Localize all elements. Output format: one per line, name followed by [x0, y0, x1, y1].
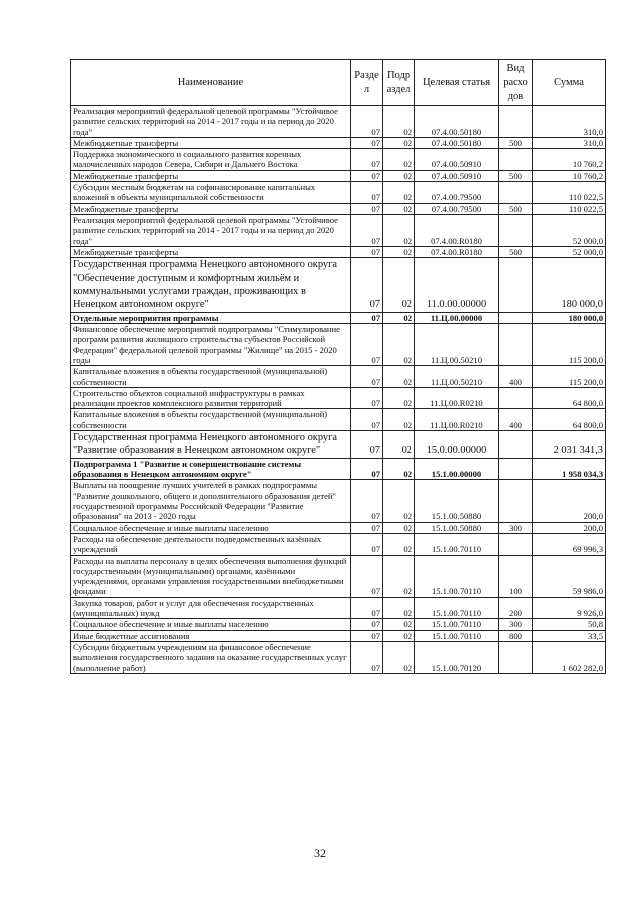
cell-summa: 110 022,5 — [533, 182, 606, 204]
cell-podrazdel: 02 — [383, 533, 415, 555]
table-row — [71, 555, 606, 597]
table-row — [71, 214, 606, 246]
cell-vid: 500 — [499, 170, 533, 181]
table-row — [71, 409, 606, 431]
cell-statya: 07.4.00.50910 — [415, 149, 499, 171]
cell-vid: 400 — [499, 366, 533, 388]
cell-razdel: 07 — [351, 246, 383, 257]
cell-name: Межбюджетные трансферты — [71, 170, 351, 181]
cell-name: Капитальные вложения в объекты государственной (муниципальной) собственности — [71, 366, 351, 388]
cell-statya: 15.1.00.50880 — [415, 480, 499, 522]
col-header-razdel: Разде л — [351, 60, 383, 106]
cell-razdel: 07 — [351, 522, 383, 533]
cell-razdel: 07 — [351, 203, 383, 214]
cell-podrazdel: 02 — [383, 106, 415, 138]
cell-podrazdel: 02 — [383, 641, 415, 673]
cell-name: Расходы на выплаты персоналу в целях обеспечения выполнения функций государственными (муниципальными) органами, казёнными учреждениями, органами управления государственными внебюджетными фондами — [71, 555, 351, 597]
cell-statya: 11.Ц.00.R0210 — [415, 387, 499, 409]
cell-summa: 180 000,0 — [533, 258, 606, 313]
col-header-name: Наименование — [71, 60, 351, 106]
cell-name: Субсидии местным бюджетам на софинансирование капитальных вложений в объекты муниципальной собственности — [71, 182, 351, 204]
cell-summa: 52 000,0 — [533, 214, 606, 246]
cell-vid: 500 — [499, 203, 533, 214]
table-row — [71, 619, 606, 630]
cell-summa: 10 760,2 — [533, 149, 606, 171]
cell-vid: 400 — [499, 409, 533, 431]
cell-vid — [499, 106, 533, 138]
cell-summa: 200,0 — [533, 522, 606, 533]
table-row — [71, 246, 606, 257]
cell-vid — [499, 387, 533, 409]
table-row — [71, 312, 606, 323]
cell-statya: 15.1.00.70110 — [415, 619, 499, 630]
cell-statya: 15.0.00.00000 — [415, 431, 499, 459]
cell-vid — [499, 480, 533, 522]
cell-razdel: 07 — [351, 630, 383, 641]
cell-name: Социальное обеспечение и иные выплаты населению — [71, 522, 351, 533]
cell-razdel: 07 — [351, 182, 383, 204]
table-header — [71, 60, 606, 106]
cell-razdel: 07 — [351, 619, 383, 630]
cell-statya: 11.Ц.00.R0210 — [415, 409, 499, 431]
cell-name: Выплаты на поощрение лучших учителей в рамках подпрограммы "Развитие дошкольного, общего и дополнительного образования детей" государственной программы Российской Федерации "Развитие образования" на 2013 - 2020 годы — [71, 480, 351, 522]
cell-razdel: 07 — [351, 533, 383, 555]
table-row — [71, 533, 606, 555]
cell-razdel: 07 — [351, 555, 383, 597]
cell-vid — [499, 312, 533, 323]
table-row — [71, 203, 606, 214]
cell-statya: 07.4.00.50910 — [415, 170, 499, 181]
cell-podrazdel: 02 — [383, 555, 415, 597]
cell-name: Реализация мероприятий федеральной целевой программы "Устойчивое развитие сельских территорий на 2014 - 2017 годы и на период до 2020 года" — [71, 106, 351, 138]
table-body — [71, 106, 606, 674]
cell-summa: 1 602 282,0 — [533, 641, 606, 673]
table-row — [71, 597, 606, 619]
cell-podrazdel: 02 — [383, 258, 415, 313]
cell-name: Поддержка экономического и социального развития коренных малочисленных народов Севера, Сибири и Дальнего Востока — [71, 149, 351, 171]
table-row — [71, 258, 606, 313]
table-row — [71, 630, 606, 641]
cell-vid: 500 — [499, 246, 533, 257]
cell-podrazdel: 02 — [383, 214, 415, 246]
cell-podrazdel: 02 — [383, 366, 415, 388]
cell-razdel: 07 — [351, 597, 383, 619]
cell-razdel: 07 — [351, 387, 383, 409]
cell-razdel: 07 — [351, 170, 383, 181]
cell-podrazdel: 02 — [383, 137, 415, 148]
cell-razdel: 07 — [351, 214, 383, 246]
table-row — [71, 170, 606, 181]
cell-summa: 310,0 — [533, 106, 606, 138]
cell-summa: 110 022,5 — [533, 203, 606, 214]
cell-podrazdel: 02 — [383, 246, 415, 257]
table-row — [71, 641, 606, 673]
cell-name: Закупка товаров, работ и услуг для обеспечения государственных (муниципальных) нужд — [71, 597, 351, 619]
cell-podrazdel: 02 — [383, 170, 415, 181]
cell-statya: 11.Ц.00.50210 — [415, 366, 499, 388]
budget-table — [70, 59, 606, 674]
cell-vid: 300 — [499, 619, 533, 630]
cell-statya: 07.4.00.50180 — [415, 137, 499, 148]
cell-statya: 15.1.00.70110 — [415, 533, 499, 555]
cell-vid — [499, 324, 533, 366]
cell-vid: 800 — [499, 630, 533, 641]
cell-summa: 180 000,0 — [533, 312, 606, 323]
cell-name: Отдельные мероприятия программы — [71, 312, 351, 323]
cell-name: Межбюджетные трансферты — [71, 137, 351, 148]
table-row — [71, 480, 606, 522]
cell-razdel: 07 — [351, 258, 383, 313]
cell-name: Подпрограмма 1 "Развитие и совершенствование системы образования в Ненецком автономном округе" — [71, 458, 351, 480]
cell-name: Субсидии бюджетным учреждениям на финансовое обеспечение выполнения государственного задания на оказание государственных услуг (выполнение работ) — [71, 641, 351, 673]
cell-statya: 11.Ц.00.50210 — [415, 324, 499, 366]
cell-statya: 15.1.00.70110 — [415, 555, 499, 597]
cell-razdel: 07 — [351, 312, 383, 323]
cell-statya: 07.4.00.79500 — [415, 203, 499, 214]
cell-podrazdel: 02 — [383, 312, 415, 323]
cell-podrazdel: 02 — [383, 182, 415, 204]
cell-statya: 15.1.00.70120 — [415, 641, 499, 673]
cell-podrazdel: 02 — [383, 522, 415, 533]
cell-summa: 64 800,0 — [533, 387, 606, 409]
cell-name: Государственная программа Ненецкого автономного округа "Развитие образования в Ненецком автономном округе" — [71, 431, 351, 459]
cell-statya: 07.4.00.R0180 — [415, 246, 499, 257]
cell-name: Расходы на обеспечение деятельности подведомственных казённых учреждений — [71, 533, 351, 555]
cell-razdel: 07 — [351, 641, 383, 673]
cell-podrazdel: 02 — [383, 630, 415, 641]
cell-name: Социальное обеспечение и иные выплаты населению — [71, 619, 351, 630]
cell-razdel: 07 — [351, 149, 383, 171]
cell-razdel: 07 — [351, 324, 383, 366]
page-number: 32 — [314, 846, 326, 860]
table-row — [71, 431, 606, 459]
cell-vid: 100 — [499, 555, 533, 597]
cell-vid — [499, 533, 533, 555]
cell-podrazdel: 02 — [383, 480, 415, 522]
cell-statya: 07.4.00.R0180 — [415, 214, 499, 246]
cell-podrazdel: 02 — [383, 203, 415, 214]
cell-vid — [499, 431, 533, 459]
table-row — [71, 522, 606, 533]
cell-name: Межбюджетные трансферты — [71, 203, 351, 214]
table-row — [71, 182, 606, 204]
cell-podrazdel: 02 — [383, 149, 415, 171]
cell-summa: 10 760,2 — [533, 170, 606, 181]
cell-podrazdel: 02 — [383, 619, 415, 630]
cell-razdel: 07 — [351, 480, 383, 522]
cell-podrazdel: 02 — [383, 458, 415, 480]
cell-summa: 64 800,0 — [533, 409, 606, 431]
cell-statya: 15.1.00.70110 — [415, 630, 499, 641]
cell-razdel: 07 — [351, 137, 383, 148]
cell-podrazdel: 02 — [383, 409, 415, 431]
cell-summa: 2 031 341,3 — [533, 431, 606, 459]
header-row — [71, 60, 606, 106]
cell-name: Строительство объектов социальной инфраструктуры в рамках реализации проектов комплексного развития территорий — [71, 387, 351, 409]
cell-statya: 07.4.00.50180 — [415, 106, 499, 138]
cell-vid: 200 — [499, 597, 533, 619]
cell-summa: 9 926,0 — [533, 597, 606, 619]
cell-summa: 1 958 034,3 — [533, 458, 606, 480]
cell-vid — [499, 641, 533, 673]
cell-statya: 11.Ц.00.00000 — [415, 312, 499, 323]
cell-podrazdel: 02 — [383, 324, 415, 366]
cell-vid: 500 — [499, 137, 533, 148]
table-row — [71, 324, 606, 366]
cell-statya: 15.1.00.50880 — [415, 522, 499, 533]
cell-name: Государственная программа Ненецкого автономного округа "Обеспечение доступным и комфортным жильём и коммунальными услугами граждан, проживающих в Ненецком автономном округе" — [71, 258, 351, 313]
cell-name: Межбюджетные трансферты — [71, 246, 351, 257]
cell-vid — [499, 214, 533, 246]
cell-razdel: 07 — [351, 366, 383, 388]
cell-vid — [499, 182, 533, 204]
cell-summa: 310,0 — [533, 137, 606, 148]
col-header-podrazdel: Подр аздел — [383, 60, 415, 106]
col-header-statya: Целевая статья — [415, 60, 499, 106]
col-header-vid: Вид расхо дов — [499, 60, 533, 106]
cell-razdel: 07 — [351, 409, 383, 431]
table-row — [71, 387, 606, 409]
cell-summa: 59 986,0 — [533, 555, 606, 597]
cell-summa: 33,5 — [533, 630, 606, 641]
cell-podrazdel: 02 — [383, 597, 415, 619]
table-row — [71, 106, 606, 138]
cell-vid — [499, 258, 533, 313]
table-row — [71, 366, 606, 388]
cell-name: Реализация мероприятий федеральной целевой программы "Устойчивое развитие сельских территорий на 2014 - 2017 годы и на период до 2020 года" — [71, 214, 351, 246]
cell-name: Капитальные вложения в объекты государственной (муниципальной) собственности — [71, 409, 351, 431]
cell-name: Финансовое обеспечение мероприятий подпрограммы "Стимулирование программ развития жилищного строительства субъектов Российской Федерации" федеральной целевой программы "Жилище" на 2015 - 2020 годы — [71, 324, 351, 366]
table-row — [71, 137, 606, 148]
cell-statya: 07.4.00.79500 — [415, 182, 499, 204]
table-row — [71, 149, 606, 171]
cell-statya: 15.1.00.00000 — [415, 458, 499, 480]
cell-summa: 115 200,0 — [533, 324, 606, 366]
col-header-summa: Сумма — [533, 60, 606, 106]
cell-summa: 200,0 — [533, 480, 606, 522]
cell-statya: 15.1.00.70110 — [415, 597, 499, 619]
cell-vid: 300 — [499, 522, 533, 533]
cell-summa: 69 996,3 — [533, 533, 606, 555]
cell-vid — [499, 149, 533, 171]
table-row — [71, 458, 606, 480]
cell-summa: 50,8 — [533, 619, 606, 630]
cell-razdel: 07 — [351, 106, 383, 138]
cell-summa: 52 000,0 — [533, 246, 606, 257]
cell-razdel: 07 — [351, 431, 383, 459]
cell-razdel: 07 — [351, 458, 383, 480]
cell-vid — [499, 458, 533, 480]
cell-statya: 11.0.00.00000 — [415, 258, 499, 313]
cell-podrazdel: 02 — [383, 387, 415, 409]
cell-podrazdel: 02 — [383, 431, 415, 459]
cell-name: Иные бюджетные ассигнования — [71, 630, 351, 641]
cell-summa: 115 200,0 — [533, 366, 606, 388]
